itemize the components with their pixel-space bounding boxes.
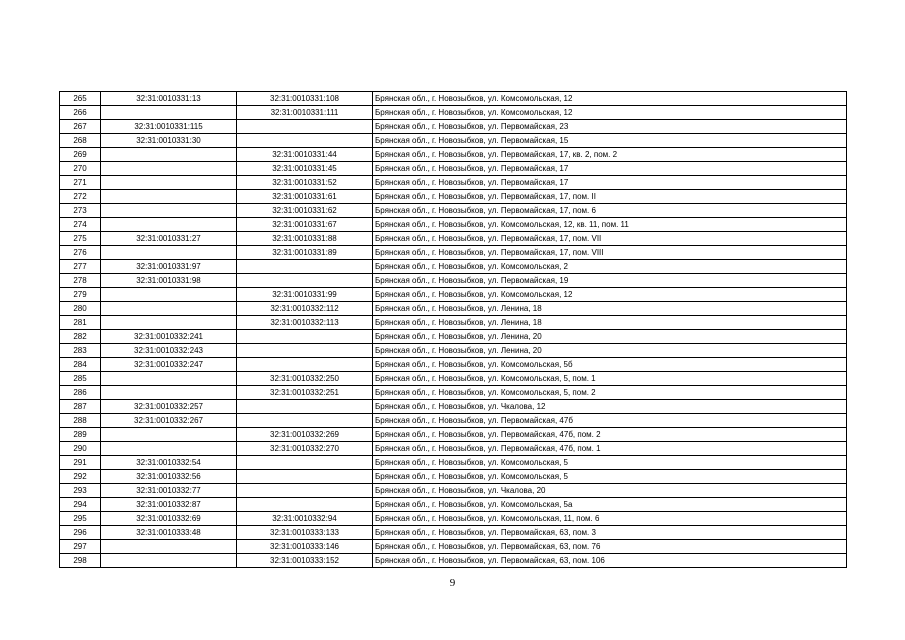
address-cell: Брянская обл., г. Новозыбков, ул. Первомайская, 17, пом. VII xyxy=(373,232,847,246)
address-cell: Брянская обл., г. Новозыбков, ул. Чкалова, 20 xyxy=(373,484,847,498)
address-cell: Брянская обл., г. Новозыбков, ул. Комсомольская, 12 xyxy=(373,92,847,106)
land-cadastral-number-cell: 32:31:0010332:241 xyxy=(101,330,237,344)
row-number-cell: 277 xyxy=(60,260,101,274)
row-number-cell: 268 xyxy=(60,134,101,148)
row-number-cell: 279 xyxy=(60,288,101,302)
table-row xyxy=(60,288,847,302)
address-cell: Брянская обл., г. Новозыбков, ул. Первомайская, 63, пом. 3 xyxy=(373,526,847,540)
row-number-cell: 284 xyxy=(60,358,101,372)
object-cadastral-number-cell: 32:31:0010332:269 xyxy=(237,428,373,442)
object-cadastral-number-cell xyxy=(237,134,373,148)
row-number-cell: 267 xyxy=(60,120,101,134)
land-cadastral-number-cell xyxy=(101,162,237,176)
land-cadastral-number-cell: 32:31:0010332:56 xyxy=(101,470,237,484)
object-cadastral-number-cell xyxy=(237,120,373,134)
address-cell: Брянская обл., г. Новозыбков, ул. Первомайская, 47б, пом. 2 xyxy=(373,428,847,442)
land-cadastral-number-cell: 32:31:0010331:30 xyxy=(101,134,237,148)
land-cadastral-number-cell xyxy=(101,190,237,204)
object-cadastral-number-cell: 32:31:0010331:88 xyxy=(237,232,373,246)
table-row xyxy=(60,470,847,484)
address-cell: Брянская обл., г. Новозыбков, ул. Комсомольская, 12, кв. 11, пом. 11 xyxy=(373,218,847,232)
row-number-cell: 281 xyxy=(60,316,101,330)
object-cadastral-number-cell: 32:31:0010331:62 xyxy=(237,204,373,218)
land-cadastral-number-cell: 32:31:0010331:27 xyxy=(101,232,237,246)
object-cadastral-number-cell: 32:31:0010331:108 xyxy=(237,92,373,106)
land-cadastral-number-cell xyxy=(101,218,237,232)
table-row xyxy=(60,204,847,218)
row-number-cell: 288 xyxy=(60,414,101,428)
address-cell: Брянская обл., г. Новозыбков, ул. Первомайская, 19 xyxy=(373,274,847,288)
address-cell: Брянская обл., г. Новозыбков, ул. Первомайская, 17 xyxy=(373,162,847,176)
object-cadastral-number-cell xyxy=(237,414,373,428)
land-cadastral-number-cell xyxy=(101,246,237,260)
object-cadastral-number-cell xyxy=(237,260,373,274)
row-number-cell: 280 xyxy=(60,302,101,316)
table-row xyxy=(60,176,847,190)
address-cell: Брянская обл., г. Новозыбков, ул. Первомайская, 47б xyxy=(373,414,847,428)
address-cell: Брянская обл., г. Новозыбков, ул. Комсомольская, 12 xyxy=(373,288,847,302)
table-row xyxy=(60,330,847,344)
table-row xyxy=(60,358,847,372)
land-cadastral-number-cell xyxy=(101,442,237,456)
address-cell: Брянская обл., г. Новозыбков, ул. Первомайская, 17, пом. II xyxy=(373,190,847,204)
land-cadastral-number-cell xyxy=(101,288,237,302)
row-number-cell: 282 xyxy=(60,330,101,344)
row-number-cell: 275 xyxy=(60,232,101,246)
object-cadastral-number-cell: 32:31:0010331:45 xyxy=(237,162,373,176)
row-number-cell: 274 xyxy=(60,218,101,232)
table-row xyxy=(60,274,847,288)
address-cell: Брянская обл., г. Новозыбков, ул. Ленина, 20 xyxy=(373,330,847,344)
object-cadastral-number-cell xyxy=(237,484,373,498)
land-cadastral-number-cell xyxy=(101,176,237,190)
land-cadastral-number-cell: 32:31:0010331:98 xyxy=(101,274,237,288)
table-row xyxy=(60,428,847,442)
registry-table xyxy=(59,91,847,568)
table-row xyxy=(60,386,847,400)
land-cadastral-number-cell: 32:31:0010332:257 xyxy=(101,400,237,414)
row-number-cell: 285 xyxy=(60,372,101,386)
object-cadastral-number-cell: 32:31:0010331:99 xyxy=(237,288,373,302)
row-number-cell: 272 xyxy=(60,190,101,204)
object-cadastral-number-cell: 32:31:0010333:133 xyxy=(237,526,373,540)
address-cell: Брянская обл., г. Новозыбков, ул. Первомайская, 47б, пом. 1 xyxy=(373,442,847,456)
land-cadastral-number-cell xyxy=(101,554,237,568)
land-cadastral-number-cell xyxy=(101,372,237,386)
table-row xyxy=(60,92,847,106)
object-cadastral-number-cell xyxy=(237,400,373,414)
object-cadastral-number-cell: 32:31:0010333:152 xyxy=(237,554,373,568)
object-cadastral-number-cell xyxy=(237,330,373,344)
address-cell: Брянская обл., г. Новозыбков, ул. Первомайская, 63, пом. 76 xyxy=(373,540,847,554)
land-cadastral-number-cell xyxy=(101,148,237,162)
table-row xyxy=(60,148,847,162)
object-cadastral-number-cell: 32:31:0010332:94 xyxy=(237,512,373,526)
row-number-cell: 270 xyxy=(60,162,101,176)
address-cell: Брянская обл., г. Новозыбков, ул. Первомайская, 23 xyxy=(373,120,847,134)
table-row xyxy=(60,120,847,134)
address-cell: Брянская обл., г. Новозыбков, ул. Комсомольская, 5 xyxy=(373,470,847,484)
row-number-cell: 283 xyxy=(60,344,101,358)
address-cell: Брянская обл., г. Новозыбков, ул. Комсомольская, 12 xyxy=(373,106,847,120)
table-row xyxy=(60,246,847,260)
row-number-cell: 296 xyxy=(60,526,101,540)
table-row xyxy=(60,232,847,246)
table-row xyxy=(60,414,847,428)
address-cell: Брянская обл., г. Новозыбков, ул. Первомайская, 17, кв. 2, пом. 2 xyxy=(373,148,847,162)
address-cell: Брянская обл., г. Новозыбков, ул. Ленина, 20 xyxy=(373,344,847,358)
object-cadastral-number-cell: 32:31:0010331:52 xyxy=(237,176,373,190)
table-row xyxy=(60,260,847,274)
object-cadastral-number-cell: 32:31:0010331:67 xyxy=(237,218,373,232)
land-cadastral-number-cell xyxy=(101,106,237,120)
table-row xyxy=(60,484,847,498)
land-cadastral-number-cell xyxy=(101,302,237,316)
address-cell: Брянская обл., г. Новозыбков, ул. Комсомольская, 5, пом. 1 xyxy=(373,372,847,386)
address-cell: Брянская обл., г. Новозыбков, ул. Комсомольская, 5, пом. 2 xyxy=(373,386,847,400)
row-number-cell: 292 xyxy=(60,470,101,484)
row-number-cell: 276 xyxy=(60,246,101,260)
table-row xyxy=(60,372,847,386)
object-cadastral-number-cell xyxy=(237,358,373,372)
object-cadastral-number-cell xyxy=(237,274,373,288)
table-row xyxy=(60,512,847,526)
land-cadastral-number-cell: 32:31:0010332:69 xyxy=(101,512,237,526)
address-cell: Брянская обл., г. Новозыбков, ул. Ленина, 18 xyxy=(373,316,847,330)
land-cadastral-number-cell: 32:31:0010331:97 xyxy=(101,260,237,274)
land-cadastral-number-cell: 32:31:0010333:48 xyxy=(101,526,237,540)
row-number-cell: 293 xyxy=(60,484,101,498)
object-cadastral-number-cell: 32:31:0010332:113 xyxy=(237,316,373,330)
object-cadastral-number-cell xyxy=(237,498,373,512)
object-cadastral-number-cell: 32:31:0010331:111 xyxy=(237,106,373,120)
row-number-cell: 298 xyxy=(60,554,101,568)
row-number-cell: 269 xyxy=(60,148,101,162)
address-cell: Брянская обл., г. Новозыбков, ул. Первомайская, 17, пом. VIII xyxy=(373,246,847,260)
table-row xyxy=(60,162,847,176)
address-cell: Брянская обл., г. Новозыбков, ул. Ленина, 18 xyxy=(373,302,847,316)
land-cadastral-number-cell: 32:31:0010332:243 xyxy=(101,344,237,358)
address-cell: Брянская обл., г. Новозыбков, ул. Комсомольская, 2 xyxy=(373,260,847,274)
row-number-cell: 265 xyxy=(60,92,101,106)
land-cadastral-number-cell: 32:31:0010331:13 xyxy=(101,92,237,106)
address-cell: Брянская обл., г. Новозыбков, ул. Первомайская, 17 xyxy=(373,176,847,190)
object-cadastral-number-cell xyxy=(237,470,373,484)
registry-table-body xyxy=(60,92,847,568)
object-cadastral-number-cell: 32:31:0010332:270 xyxy=(237,442,373,456)
table-row xyxy=(60,526,847,540)
land-cadastral-number-cell xyxy=(101,540,237,554)
table-row xyxy=(60,400,847,414)
address-cell: Брянская обл., г. Новозыбков, ул. Комсомольская, 5а xyxy=(373,498,847,512)
address-cell: Брянская обл., г. Новозыбков, ул. Первомайская, 17, пом. 6 xyxy=(373,204,847,218)
object-cadastral-number-cell: 32:31:0010332:112 xyxy=(237,302,373,316)
address-cell: Брянская обл., г. Новозыбков, ул. Комсомольская, 11, пом. 6 xyxy=(373,512,847,526)
address-cell: Брянская обл., г. Новозыбков, ул. Комсомольская, 5 xyxy=(373,456,847,470)
object-cadastral-number-cell: 32:31:0010331:61 xyxy=(237,190,373,204)
address-cell: Брянская обл., г. Новозыбков, ул. Первомайская, 63, пом. 106 xyxy=(373,554,847,568)
object-cadastral-number-cell: 32:31:0010332:251 xyxy=(237,386,373,400)
table-row xyxy=(60,190,847,204)
row-number-cell: 286 xyxy=(60,386,101,400)
table-row xyxy=(60,344,847,358)
table-row xyxy=(60,316,847,330)
land-cadastral-number-cell xyxy=(101,428,237,442)
land-cadastral-number-cell: 32:31:0010331:115 xyxy=(101,120,237,134)
table-row xyxy=(60,498,847,512)
table-row xyxy=(60,106,847,120)
land-cadastral-number-cell: 32:31:0010332:247 xyxy=(101,358,237,372)
row-number-cell: 289 xyxy=(60,428,101,442)
object-cadastral-number-cell: 32:31:0010332:250 xyxy=(237,372,373,386)
object-cadastral-number-cell: 32:31:0010331:44 xyxy=(237,148,373,162)
object-cadastral-number-cell: 32:31:0010331:89 xyxy=(237,246,373,260)
land-cadastral-number-cell xyxy=(101,204,237,218)
address-cell: Брянская обл., г. Новозыбков, ул. Комсомольская, 5б xyxy=(373,358,847,372)
land-cadastral-number-cell: 32:31:0010332:87 xyxy=(101,498,237,512)
object-cadastral-number-cell: 32:31:0010333:146 xyxy=(237,540,373,554)
row-number-cell: 273 xyxy=(60,204,101,218)
table-row xyxy=(60,456,847,470)
address-cell: Брянская обл., г. Новозыбков, ул. Чкалова, 12 xyxy=(373,400,847,414)
table-row xyxy=(60,554,847,568)
table-row xyxy=(60,218,847,232)
land-cadastral-number-cell: 32:31:0010332:54 xyxy=(101,456,237,470)
object-cadastral-number-cell xyxy=(237,344,373,358)
table-row xyxy=(60,442,847,456)
row-number-cell: 271 xyxy=(60,176,101,190)
table-row xyxy=(60,540,847,554)
row-number-cell: 290 xyxy=(60,442,101,456)
land-cadastral-number-cell: 32:31:0010332:267 xyxy=(101,414,237,428)
row-number-cell: 295 xyxy=(60,512,101,526)
row-number-cell: 294 xyxy=(60,498,101,512)
row-number-cell: 278 xyxy=(60,274,101,288)
row-number-cell: 266 xyxy=(60,106,101,120)
table-row xyxy=(60,302,847,316)
row-number-cell: 291 xyxy=(60,456,101,470)
table-row xyxy=(60,134,847,148)
land-cadastral-number-cell: 32:31:0010332:77 xyxy=(101,484,237,498)
page-number: 9 xyxy=(449,577,456,589)
row-number-cell: 287 xyxy=(60,400,101,414)
row-number-cell: 297 xyxy=(60,540,101,554)
land-cadastral-number-cell xyxy=(101,386,237,400)
address-cell: Брянская обл., г. Новозыбков, ул. Первомайская, 15 xyxy=(373,134,847,148)
object-cadastral-number-cell xyxy=(237,456,373,470)
land-cadastral-number-cell xyxy=(101,316,237,330)
